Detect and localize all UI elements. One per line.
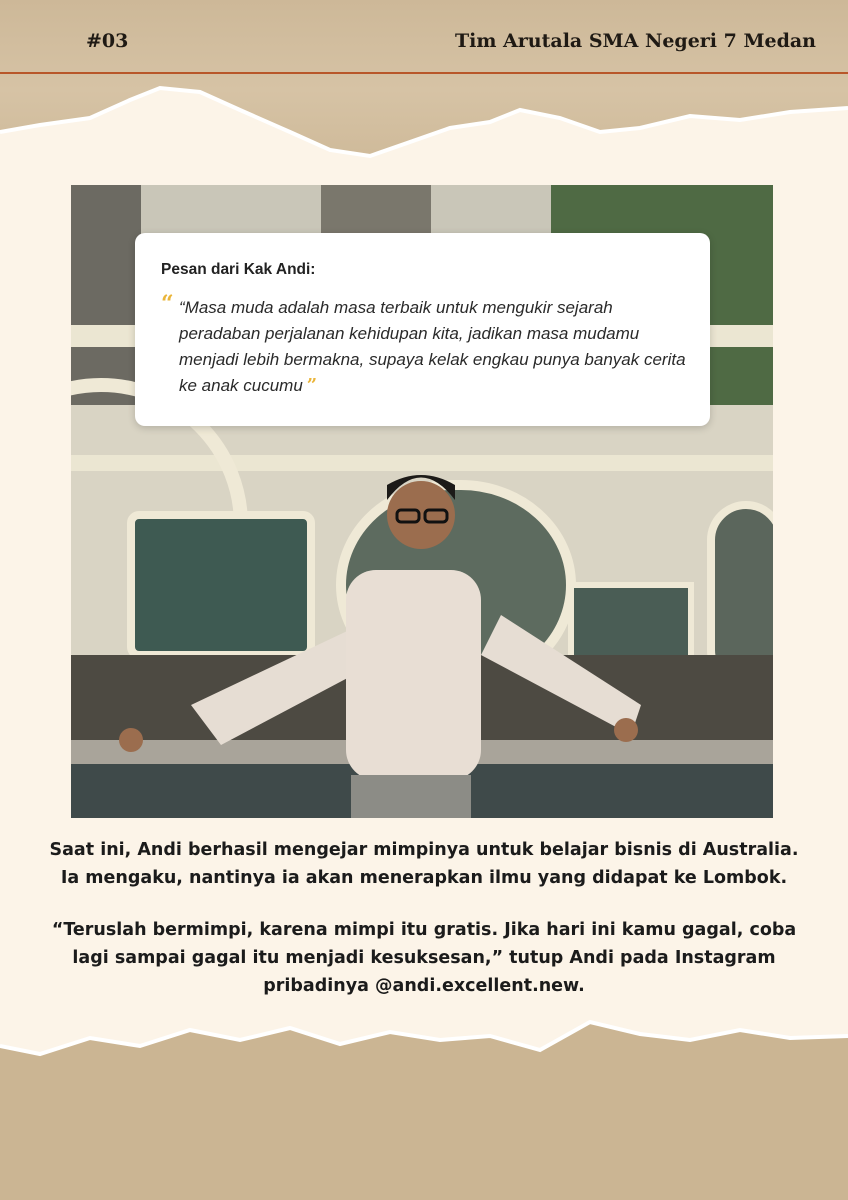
- quote-text-block: [179, 295, 697, 399]
- issue-number: #03: [86, 30, 129, 52]
- quote-close-mark-icon: ”: [306, 375, 318, 396]
- header-divider: [0, 72, 848, 74]
- quote-open-mark-icon: “: [161, 291, 174, 317]
- body-paragraph-1: Saat ini, Andi berhasil mengejar mimpinya untuk belajar bisnis di Australia. Ia mengaku, nantinya ia akan menerapkan ilmu yang didapat ke Lombok.: [49, 840, 799, 888]
- team-title: Tim Arutala SMA Negeri 7 Medan: [454, 30, 816, 52]
- quote-heading: Pesan dari Kak Andi:: [161, 261, 316, 278]
- body-paragraph-2: “Teruslah bermimpi, karena mimpi itu gratis. Jika hari ini kamu gagal, coba lagi sampai gagal itu menjadi kesuksesan,” tutup Andi pada Instagram pribadinya @andi.excellent.new.: [51, 920, 797, 996]
- bottom-paper-band: [0, 1010, 848, 1200]
- quote-card: [135, 233, 710, 426]
- quote-text: “Masa muda adalah masa terbaik untuk mengukir sejarah peradaban perjalanan kehidupan kita, jadikan masa mudamu menjadi lebih bermakna, supaya kelak engkau punya banyak cerita ke anak cucumu: [179, 298, 686, 395]
